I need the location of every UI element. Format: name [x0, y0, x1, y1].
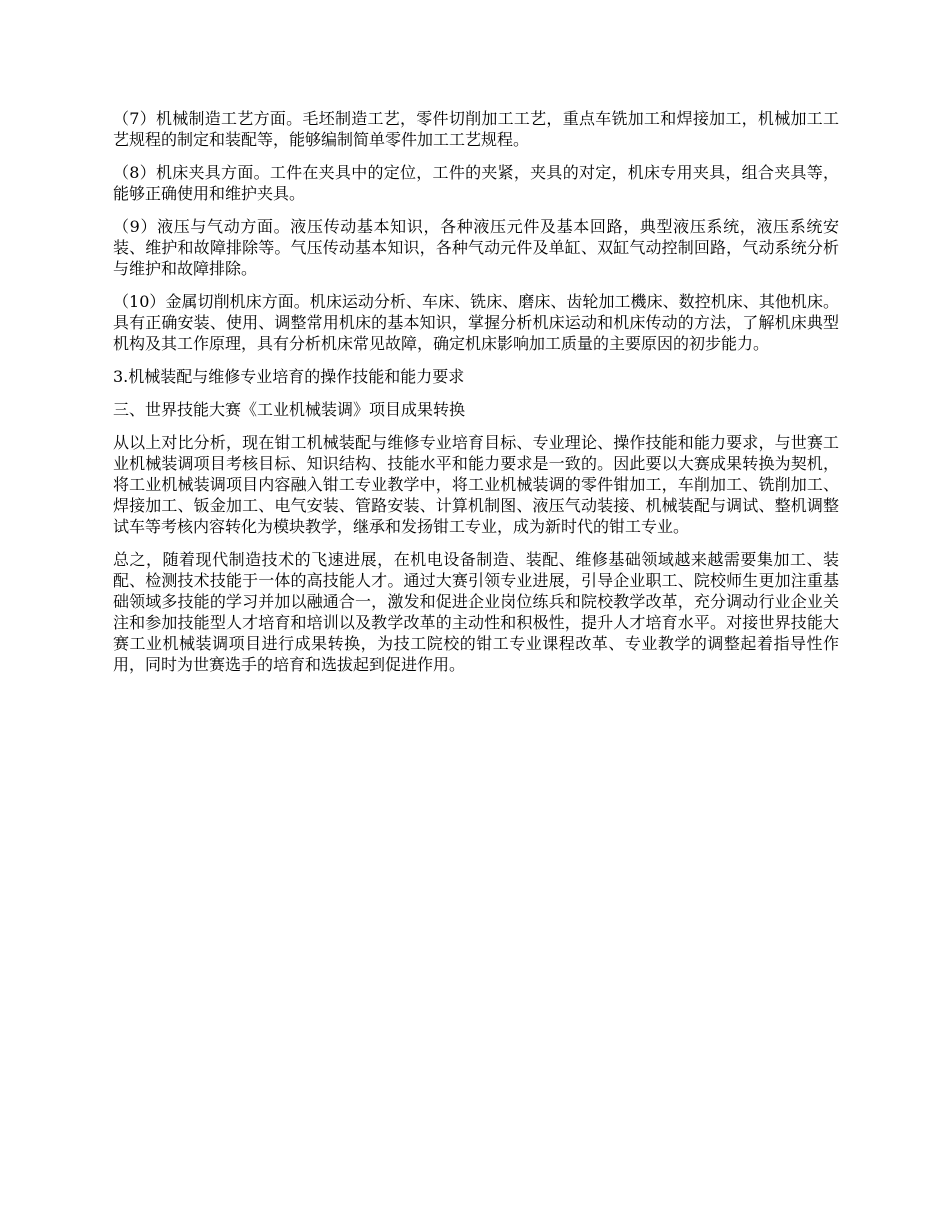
paragraph-machine-fixtures: （8）机床夹具方面。工件在夹具中的定位，工件的夹紧，夹具的对定，机床专用夹具，组合夹具等，能够正确使用和维护夹具。 — [113, 163, 839, 203]
paragraph-conclusion: 总之，随着现代制造技术的飞速进展，在机电设备制造、装配、维修基础领域越来越需要集加工、装配、检测技术技能于一体的高技能人才。通过大赛引领专业进展，引导企业职工、院校师生更加注重基础领域多技能的学习并加以融通合一，激发和促进企业岗位练兵和院校教学改革，充分调动行业企业关注和参加技能型人才培育和培训以及教学改革的主动性和积极性，提升人才培育水平。对接世界技能大赛工业机械装调项目进行成果转换，为技工院校的钳工专业课程改革、专业教学的调整起着指导性作用，同时为世赛选手的培育和选拔起到促进作用。 — [113, 550, 839, 674]
section-heading-skills-requirements: 3.机械装配与维修专业培育的操作技能和能力要求 — [113, 367, 465, 386]
paragraph-hydraulic-pneumatic: （9）液压与气动方面。液压传动基本知识，各种液压元件及基本回路，典型液压系统，液压系统安装、维护和故障排除等。气压传动基本知识，各种气动元件及单缸、双缸气动控制回路，气动系统分析与维护和故障排除。 — [113, 217, 839, 278]
paragraph-metal-cutting-machines: （10）金属切削机床方面。机床运动分析、车床、铣床、磨床、齿轮加工機床、数控机床、其他机床。具有正确安装、使用、调整常用机床的基本知识，掌握分析机床运动和机床传动的方法，了解机床典型机构及其工作原理，具有分析机床常见故障，确定机床影响加工质量的主要原因的初步能力。 — [113, 292, 839, 353]
paragraph-machining-process: （7）机械制造工艺方面。毛坯制造工艺，零件切削加工工艺，重点车铣加工和焊接加工，机械加工工艺规程的制定和装配等，能够编制简单零件加工工艺规程。 — [113, 109, 839, 149]
paragraph-comparison-analysis: 从以上对比分析，现在钳工机械装配与维修专业培育目标、专业理论、操作技能和能力要求，与世赛工业机械装调项目考核目标、知识结构、技能水平和能力要求是一致的。因此要以大赛成果转换为契机，将工业机械装调项目内容融入钳工专业教学中，将工业机械装调的零件钳加工，车削加工、铣削加工、焊接加工、钣金加工、电气安装、管路安装、计算机制图、液压气动装接、机械装配与调试、整机调整试车等考核内容转化为模块教学，继承和发扬钳工专业，成为新时代的钳工专业。 — [113, 433, 839, 536]
section-heading-worldskills-transfer: 三、世界技能大赛《工业机械装调》项目成果转换 — [113, 400, 466, 419]
document-page — [113, 108, 839, 687]
